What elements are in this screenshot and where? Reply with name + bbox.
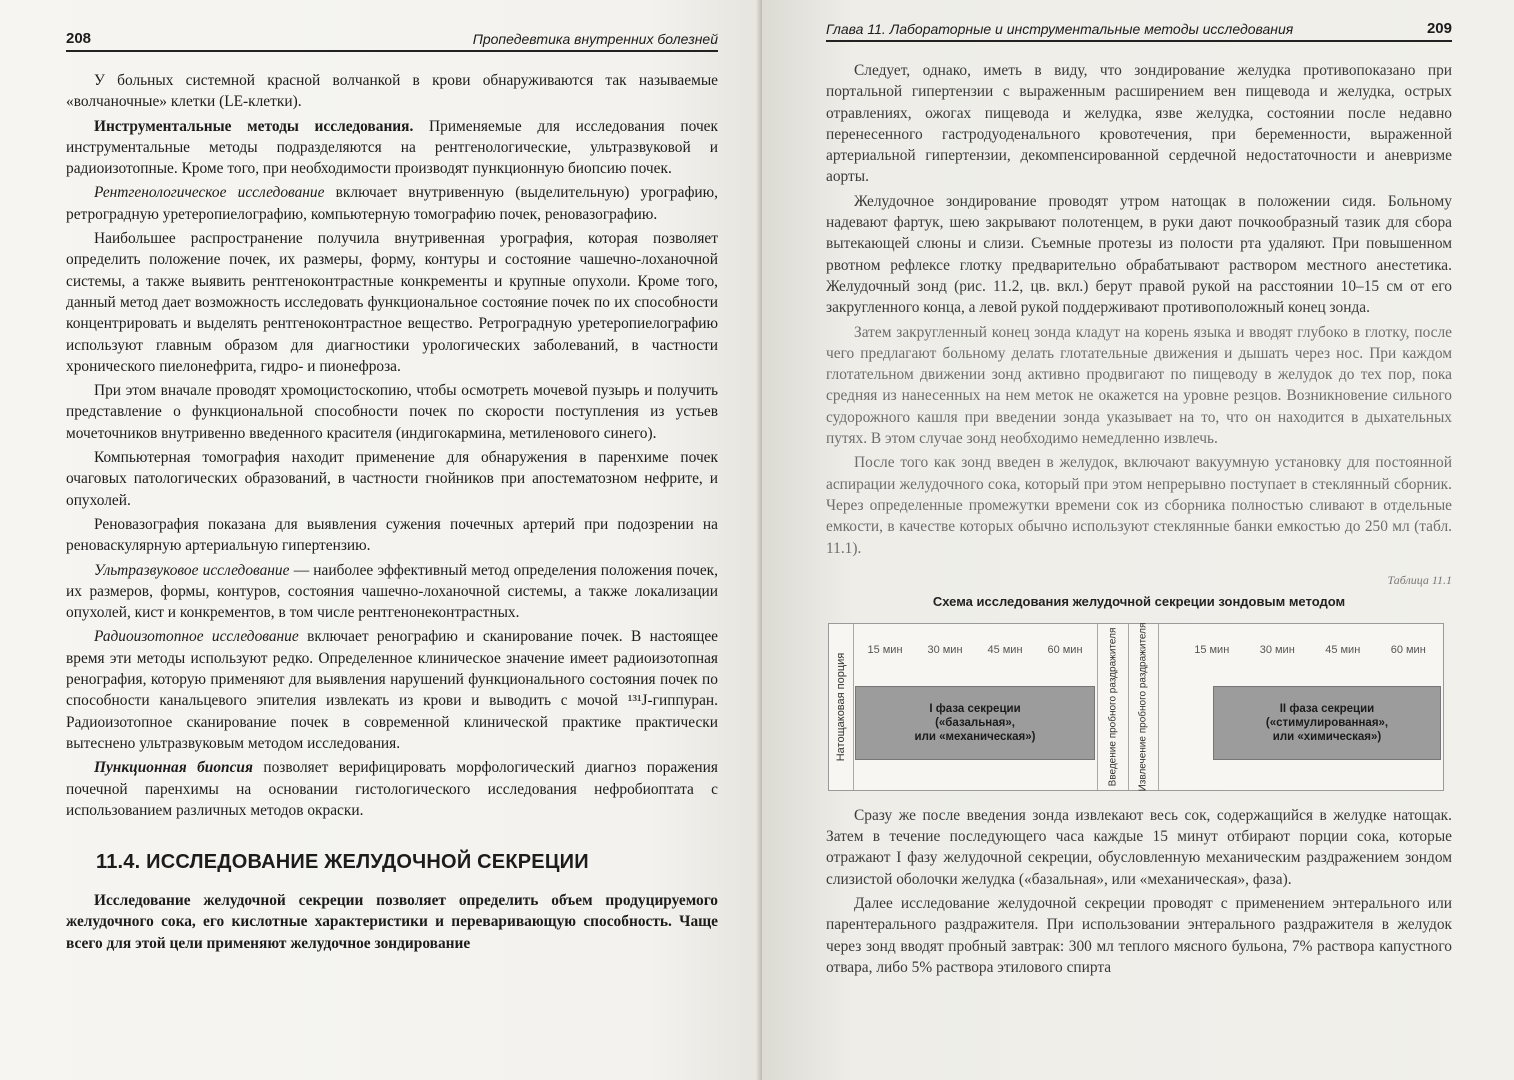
fasting-label: Натощаковая порция: [835, 652, 847, 762]
stimulant-out-column: [1128, 624, 1159, 790]
lead-biopsy: Пункционная биопсия: [94, 759, 253, 777]
time-label: 15 мин: [1194, 643, 1230, 656]
stimulant-in-column: [1097, 624, 1129, 790]
lead-instrumental: Инструментальные методы исследования.: [94, 117, 414, 135]
time-label: 45 мин: [1325, 643, 1361, 656]
paragraph: Желудочное зондирование проводят утром натощак в положении сидя. Больному надевают фартук, шею закрывают полотенцем, в руки дают почкообразный тазик для сбора вытекающей слюны и слизи. Съемные протезы из полости рта удаляют. При повышенном рвотном рефлексе глотку предварительно обрабатывают раствором местного анестетика. Желудочный зонд (рис. 11.2, цв. вкл.) берут правой рукой на расстоянии 10–15 см от его закругленного конца, а левой рукой поддерживают противоположный конец зонда.: [826, 192, 1452, 317]
paragraph: Далее исследование желудочной секреции проводят с применением энтерального или парентерального раздражителя. При использовании энтерального раздражителя в желудок через зонд вводят пробный завтрак: 300 мл теплого мясного бульона, 7% раствора капустного отвара, либо 5% раствора этилового спирта: [826, 895, 1452, 976]
paragraph: Наибольшее распространение получила внутривенная урография, которая позволяет определить положение почек, их размеры, форму, контуры и состояние чашечно-лоханочной системы, а также выявить рентгеноконтрастные конкременты и крупные опухоли. Кроме того, данный метод дает возможность исследовать функциональное состояние почек по их способности концентрировать и выделять рентгеноконтрастное вещество. Ретроградную уретеропиелографию используют главным образом для диагностики урологических заболеваний, в частности хронического пиелонефрита, гидро- и пионефроза.: [66, 230, 718, 375]
time-label: 30 мин: [1259, 643, 1295, 656]
paragraph: Затем закругленный конец зонда кладут на корень языка и вводят глубоко в глотку, после чего предлагают больному делать глотательные движения и дышать через нос. При каждом глотательном движении зонд активно продвигают по пищеводу в желудок до тех пор, пока средняя из нанесенных на нем меток не окажется на уровне резцов. Возникновение сильного судорожного кашля при введении зонда указывает на то, что он находится в дыхательных путях. В этом случае зонд необходимо немедленно извлечь.: [826, 323, 1452, 448]
paragraph: Сразу же после введения зонда извлекают весь сок, содержащийся в желудке натощак. Затем в течение последующего часа каждые 15 минут отбирают порции сока, которые отражают I фазу желудочной секреции, обусловленную механическим раздражением зондом слизистой оболочки желудка («базальная», или «механическая», фаза).: [826, 806, 1452, 888]
time-label: 45 мин: [987, 643, 1023, 656]
lead-ultrasound: Ультразвуковое исследование: [94, 561, 290, 579]
page-number-right: 209: [1426, 20, 1452, 37]
time-label: 60 мин: [1390, 643, 1426, 656]
running-head-right: [826, 20, 1452, 42]
phase2-times: [1179, 644, 1441, 656]
paragraph: Пункционная биопсия позволяет верифицировать морфологический диагноз поражения почечной паренхимы на основании гистологического исследования нефробиоптата с использованием различных методов окраски.: [66, 759, 718, 819]
paragraph: Компьютерная томография находит применение для обнаружения в паренхиме почек очаговых патологических образований, в частности гнойников при апостематозном нефрите, и опухолей.: [66, 449, 718, 509]
stimulant-out-label: Извлечение пробного раздражителя: [1137, 622, 1149, 792]
stimulant-in-label: Введение пробного раздражителя: [1107, 627, 1119, 787]
phase2-block: II фаза секреции («стимулированная», или «химическая»): [1213, 686, 1441, 760]
paragraph: Инструментальные методы исследования. Применяемые для исследования почек инструментальные методы подразделяются на рентгенологические, ультразвуковой и радиоизотопные. Кроме того, при необходимости производят пункционную биопсию почек.: [66, 117, 718, 178]
lead-xray: Рентгенологическое исследование: [94, 184, 325, 202]
table-caption: Схема исследования желудочной секреции зондовым методом: [932, 593, 1346, 609]
lead-radioisotope: Радиоизотопное исследование: [94, 628, 299, 646]
right-page: [762, 0, 1514, 1080]
paragraph: После того как зонд введен в желудок, включают вакуумную установку для постоянной аспирации желудочного сока, который при этом непрерывно поступает в стеклянный сборник. Через определенные промежутки времени сок из сборника полностью сливают в отдельные емкости, в качестве которых обычно используют стеклянные банки емкостью до 250 мл (табл. 11.1).: [826, 454, 1452, 557]
page-number-left: 208: [66, 30, 92, 47]
paragraph: Рентгенологическое исследование включает внутривенную (выделительную) урографию, ретроградную уретеропиелографию, компьютерную томографию почек, реновазографию.: [66, 184, 719, 223]
paragraph: При этом вначале проводят хромоцистоскопию, чтобы осмотреть мочевой пузырь и получить представление о функциональной способности почек по скорости поступления из устьев мочеточников внутривенно введенного красителя (индигокармина, метиленового синего).: [66, 382, 718, 442]
running-title-left: Пропедевтика внутренних болезней: [472, 31, 718, 47]
secretion-scheme: [828, 623, 1444, 791]
paragraph: Радиоизотопное исследование включает ренографию и сканирование почек. В настоящее время эти методы используют редко. Определенное клиническое значение имеет радиоизотопная ренография, которую применяют для выявления нарушений функционального состояния почек по способности канальцевого эпителия извлекать из крови и выводить с мочой ¹³¹J-гиппуран. Радиоизотопное сканирование почек в современной клинической практике практически вытеснено ультразвуковым методом исследования.: [66, 628, 718, 752]
time-label: 60 мин: [1047, 643, 1083, 656]
fasting-column: [829, 624, 854, 790]
phase1-block: I фаза секреции («базальная», или «механическая»): [855, 686, 1095, 760]
paragraph: У больных системной красной волчанкой в крови обнаруживаются так называемые «волчаночные» клетки (LE-клетки).: [66, 72, 718, 111]
table-label: Таблица 11.1: [1387, 572, 1452, 587]
paragraph: Следует, однако, иметь в виду, что зондирование желудка противопоказано при портальной гипертензии с выраженным расширением вен пищевода и желудка, острых отравлениях, ожогах пищевода и желудка, язве желудка, состоянии после недавно перенесенного гастродуоденального кровотечения, при беременности, выраженной артериальной гипертензии, декомпенсированной сердечной недостаточности и аневризме аорты.: [826, 62, 1452, 186]
time-label: 30 мин: [927, 643, 963, 656]
running-head-left: [66, 30, 718, 52]
running-title-right: Глава 11. Лабораторные и инструментальные методы исследования: [826, 21, 1294, 37]
phase1-times: [855, 644, 1095, 656]
paragraph: Ультразвуковое исследование — наиболее эффективный метод определения положения почек, их размеров, формы, контуров, состояния чашечно-лоханочной системы, а также локализации опухолей, кист и конкрементов, в том числе рентгенонеконтрастных.: [66, 561, 718, 622]
section-intro: Исследование желудочной секреции позволяет определить объем продуцируемого желудочного сока, его кислотные характеристики и переваривающую способность. Чаще всего для этой цели применяют желудочное зондирование: [66, 892, 718, 952]
section-heading: 11.4. ИССЛЕДОВАНИЕ ЖЕЛУДОЧНОЙ СЕКРЕЦИИ: [96, 851, 589, 874]
paragraph: Реновазография показана для выявления сужения почечных артерий при подозрении на реноваскулярную артериальную гипертензию.: [66, 515, 718, 555]
time-label: 15 мин: [867, 643, 903, 656]
